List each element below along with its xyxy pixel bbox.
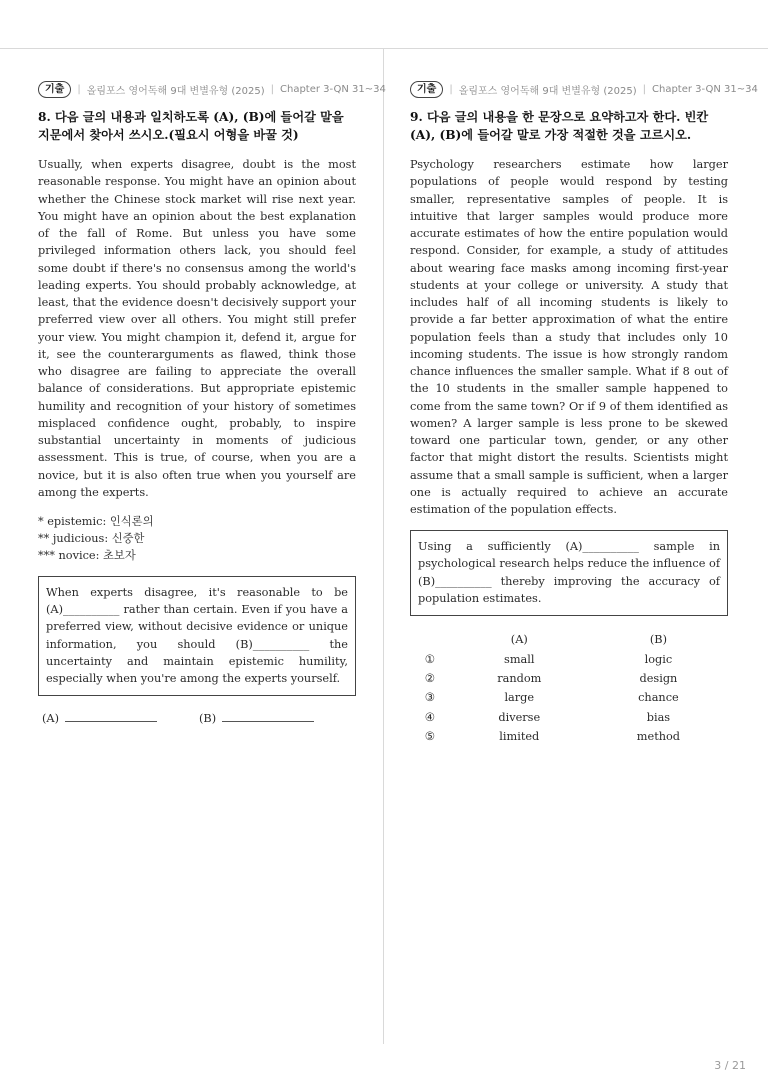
exam-badge: 기출 — [410, 81, 443, 98]
choices-header-row — [410, 630, 728, 649]
choice-b-value: method — [636, 730, 681, 744]
answer-b — [199, 710, 314, 725]
answer-b-blank[interactable] — [222, 710, 314, 722]
choice-a-value: large — [504, 691, 535, 705]
note-item: *** novice: 초보자 — [38, 549, 136, 562]
answer-lines — [38, 710, 356, 725]
source-label: 올림포스 영어독해 9대 변별유형 (2025) — [86, 85, 265, 97]
header-separator: | — [449, 83, 453, 95]
vocabulary-notes — [38, 513, 356, 564]
choice-number-header — [410, 630, 450, 649]
chapter-label: Chapter 3-QN 31~34 — [280, 83, 386, 95]
choice-b-value: chance — [638, 691, 679, 705]
summary-box: When experts disagree, it's reasonable to be (A)__________ rather than certain. Even if you have a preferred view, without decisive evidence or unique information, you should (B)__________ the uncertainty and maintain epistemic humility, especially when you're among the experts yourself. — [38, 576, 356, 696]
choice-b-value: logic — [644, 652, 673, 666]
choice-row[interactable] — [410, 727, 728, 746]
column-divider — [383, 48, 384, 1044]
question-8-header — [38, 80, 386, 98]
question-8-title: 8. 다음 글의 내용과 일치하도록 (A), (B)에 들어갈 말을 지문에서 찾아서 쓰시오.(필요시 어형을 바꿀 것) — [38, 110, 344, 142]
choice-row[interactable] — [410, 669, 728, 688]
source-label: 올림포스 영어독해 9대 변별유형 (2025) — [458, 85, 637, 97]
choice-number[interactable]: ⑤ — [424, 730, 435, 744]
answer-choices-table — [410, 630, 728, 746]
choice-a-value: random — [497, 672, 542, 686]
question-9-title: 9. 다음 글의 내용을 한 문장으로 요약하고자 한다. 빈칸 (A), (B)에 들어갈 말로 가장 적절한 것을 고르시오. — [410, 110, 709, 142]
answer-a-blank[interactable] — [65, 710, 157, 722]
choice-number[interactable]: ④ — [424, 710, 435, 724]
choice-a-value: limited — [499, 730, 540, 744]
header-separator: | — [642, 83, 646, 95]
choice-b-value: design — [639, 672, 678, 686]
question-8-passage: Usually, when experts disagree, doubt is the most reasonable response. You might have an opinion about whether the Chinese stock market will rise next year. You might have an opinion about the best explanation of the fall of Rome. But unless you have some privileged information others lack, you should feel some doubt if there's no consensus among the world's leading experts. You should probably acknowledge, at least, that the evidence doesn't decisively support your preferred view over all others. You might still prefer your view. You might champion it, defend it, argue for it, see the counterarguments as flawed, think those who disagree are failing to appreciate the overall balance of considerations. But appropriate epistemic humility and recognition of your history of sometimes misplaced confidence ought, probably, to inspire substantial uncertainty in moments of judicious assessment. This is true, of course, when you are a novice, but it is also often true when you yourself are among the experts. — [38, 158, 356, 499]
answer-b-label: (B) — [198, 712, 217, 726]
note-item: * epistemic: 인식론의 — [38, 515, 154, 528]
chapter-label: Chapter 3-QN 31~34 — [652, 83, 758, 95]
header-separator: | — [270, 83, 274, 95]
page-number: 3 / 21 — [714, 1059, 746, 1072]
question-9-column — [410, 80, 758, 746]
top-divider — [0, 48, 768, 49]
summary-box: Using a sufficiently (A)__________ sample in psychological research helps reduce the influence of (B)__________ thereby improving the accuracy of population estimates. — [410, 530, 728, 616]
answer-a — [42, 710, 157, 725]
question-9-passage: Psychology researchers estimate how larger populations of people would respond by testing smaller, representative samples of people. It is intuitive that larger samples would produce more accurate estimates of how the entire population would respond. Consider, for example, a study of attitudes about wearing face masks among incoming first-year students at your college or university. A study that includes half of all incoming students is likely to provide a far better approximation of what the entire population feels than a study that includes only 10 incoming students. The issue is how strongly random chance influences the smaller sample. What if 8 out of the 10 students in the smaller sample happened to come from the same town? Or if 9 of them identified as women? A larger sample is less prone to be skewed toward one particular town, gender, or any other factor that might distort the results. Scientists might assume that a small sample is sufficient, when a larger one is actually required to achieve an accurate estimation of the population effects. — [410, 158, 728, 516]
column-b-header: (B) — [649, 633, 667, 647]
choice-row[interactable] — [410, 649, 728, 668]
exam-badge: 기출 — [38, 81, 71, 98]
header-separator: | — [77, 83, 81, 95]
note-item: ** judicious: 신중한 — [38, 532, 145, 545]
choice-number[interactable]: ① — [424, 652, 435, 666]
choice-b-value: bias — [646, 710, 671, 724]
question-8-column — [38, 80, 386, 726]
column-a-header: (A) — [510, 633, 528, 647]
choice-row[interactable] — [410, 708, 728, 727]
choice-a-value: small — [504, 652, 535, 666]
choice-a-value: diverse — [498, 710, 541, 724]
choice-number[interactable]: ② — [424, 672, 435, 686]
choice-row[interactable] — [410, 688, 728, 707]
question-9-header — [410, 80, 758, 98]
choice-number[interactable]: ③ — [424, 691, 435, 705]
answer-a-label: (A) — [42, 712, 59, 726]
